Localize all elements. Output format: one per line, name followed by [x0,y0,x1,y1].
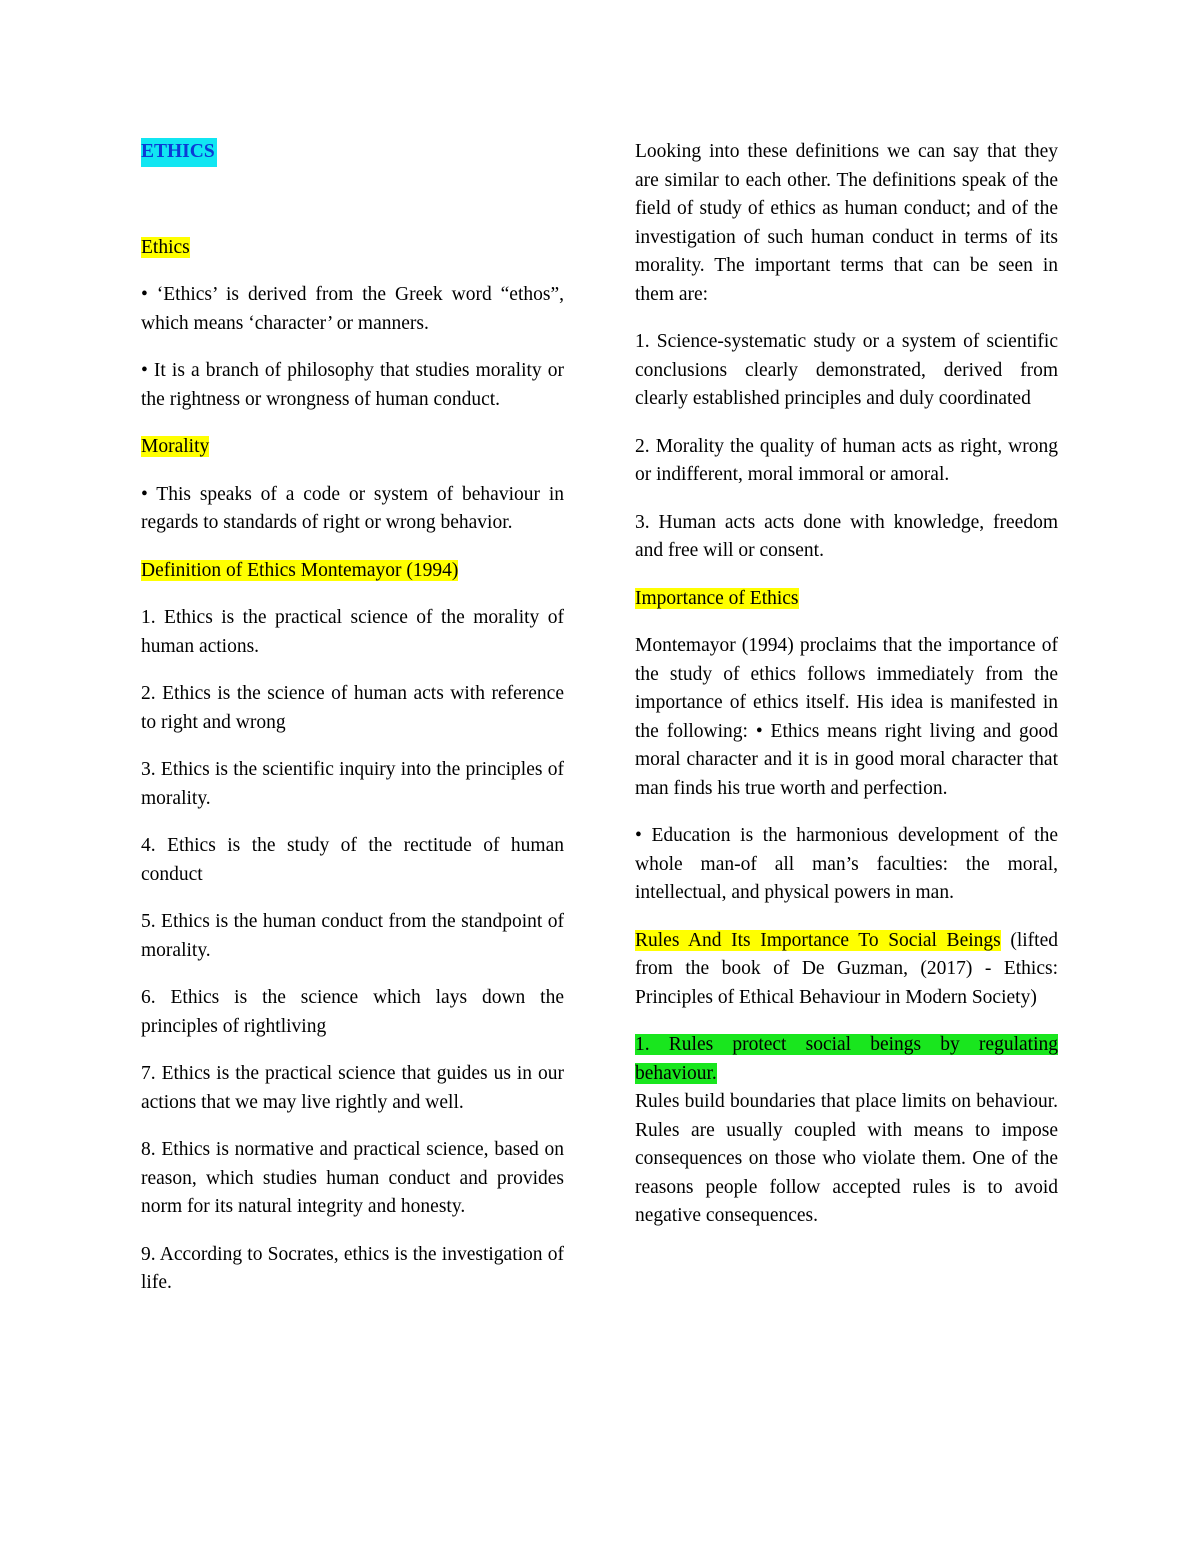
definition-item: 8. Ethics is normative and practical science, based on reason, which studies human conduct and provides norm for its natural integrity and honesty. [141,1139,564,1217]
term-item: 3. Human acts acts done with knowledge, freedom and free will or consent. [635,511,1058,561]
definition-item: 9. According to Socrates, ethics is the investigation of life. [141,1243,564,1293]
ethics-bullet-1: • ‘Ethics’ is derived from the Greek word “ethos”, which means ‘character’ or manners. [141,284,564,334]
importance-heading: Importance of Ethics [635,587,799,609]
morality-heading: Morality [141,436,210,457]
definition-item: 3. Ethics is the scientific inquiry into the principles of morality. [141,759,564,809]
definition-item: 4. Ethics is the study of the rectitude of human conduct [141,835,564,885]
rules-section [635,927,1058,1013]
definition-item: 1. Ethics is the practical science of the morality of human actions. [141,607,564,657]
importance-paragraph-1: Montemayor (1994) proclaims that the importance of the study of ethics follows immediately from the importance of ethics itself. His idea is manifested in the following: • Ethics means right living and good moral character and it is in good moral character that man finds his true worth and perfection. [635,635,1058,799]
rule-1-text: Rules build boundaries that place limits on behaviour. Rules are usually coupled with means to impose consequences on those who violate them. One of the reasons people follow accepted rules is to avoid negative consequences. [635,1091,1058,1226]
importance-heading-wrap [635,585,1058,614]
rule-1-heading: 1. Rules protect social beings by regulating behaviour. [635,1034,1058,1084]
definition-item: 5. Ethics is the human conduct from the standpoint of morality. [141,911,564,961]
importance-paragraph-2: • Education is the harmonious development of the whole man-of all man’s faculties: the moral, intellectual, and physical powers in man. [635,825,1058,903]
document-title: ETHICS [141,138,217,167]
definition-heading-wrap [141,557,564,586]
definition-item: 6. Ethics is the science which lays down the principles of rightliving [141,987,564,1037]
rules-heading: Rules And Its Importance To Social Beings [635,929,1001,951]
ethics-bullet-2: • It is a branch of philosophy that studies morality or the rightness or wrongness of human conduct. [141,360,564,410]
definition-item: 7. Ethics is the practical science that guides us in our actions that we may live rightly and well. [141,1063,564,1113]
term-item: 1. Science-systematic study or a system of scientific conclusions clearly demonstrated, derived from clearly established principles and duly coordinated [635,331,1058,409]
definition-item: 2. Ethics is the science of human acts with reference to right and wrong [141,683,564,733]
intro-paragraph: Looking into these definitions we can say that they are similar to each other. The definitions speak of the field of study of ethics as human conduct; and of the investigation of such human conduct in terms of its morality. The important terms that can be seen in them are: [635,141,1058,305]
left-column [141,138,564,1317]
rule-1-heading-wrap [635,1031,1058,1088]
ethics-heading-wrap [141,234,564,263]
right-column [635,138,1058,1250]
morality-bullet-1: • This speaks of a code or system of behaviour in regards to standards of right or wrong behavior. [141,483,564,533]
term-item: 2. Morality the quality of human acts as right, wrong or indifferent, moral immoral or amoral. [635,435,1058,485]
definition-heading: Definition of Ethics Montemayor (1994) [141,559,459,581]
ethics-heading: Ethics [141,236,190,258]
morality-heading-wrap [141,433,564,462]
document-title-wrap [141,138,564,234]
rules-source: (lifted from the book of De Guzman, (2017) - Ethics: Principles of Ethical Behaviour in Modern Society) [635,929,1058,1008]
